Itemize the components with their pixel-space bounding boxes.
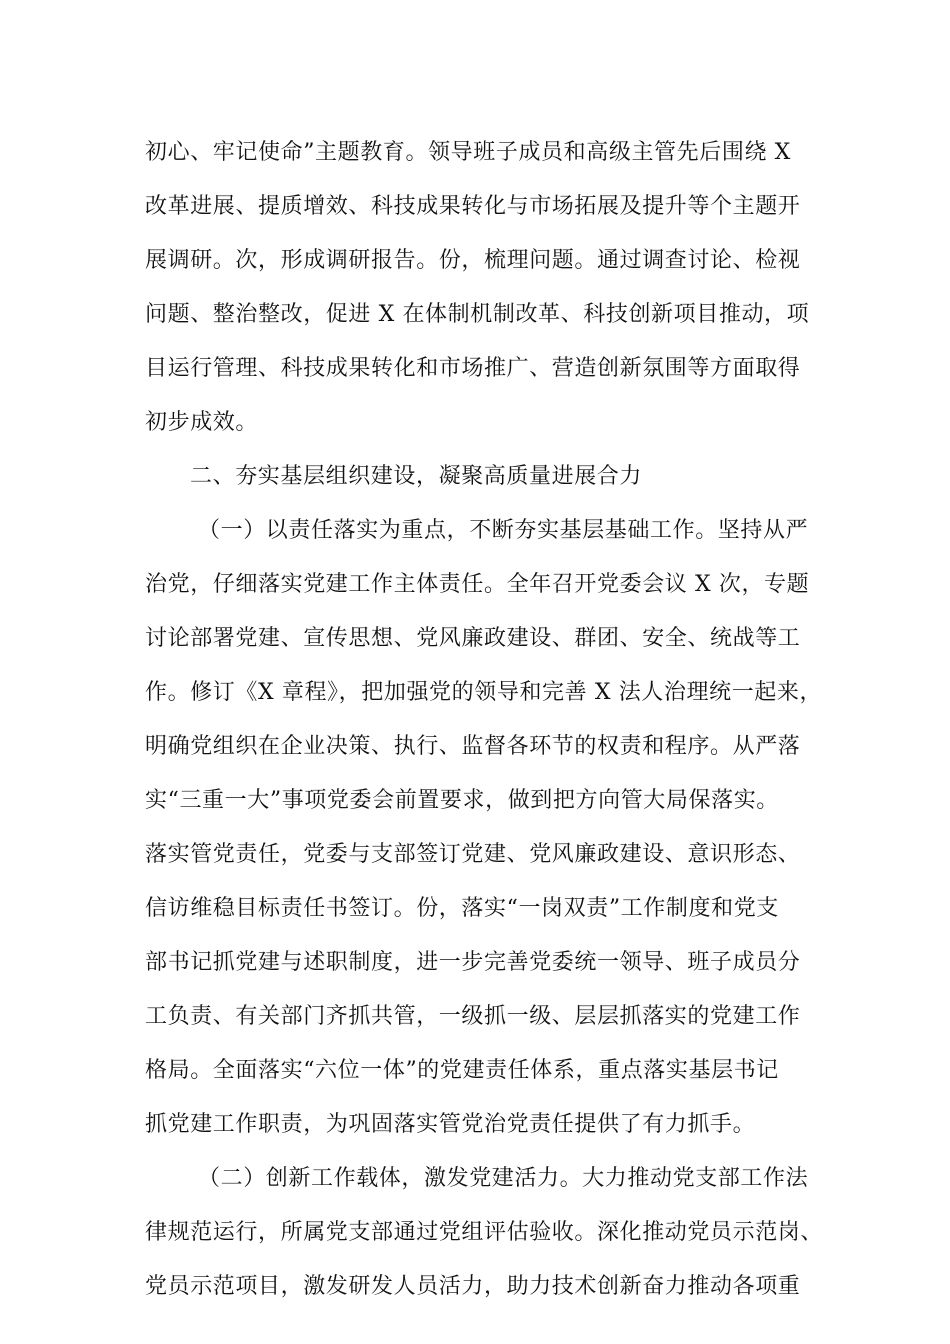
text-line: 实“三重一大”事项党委会前置要求，做到把方向管大局保落实。 (145, 788, 779, 813)
section-heading: 二、夯实基层组织建设，凝聚高质量进展合力 (190, 464, 643, 489)
text-line: 作。修订《X 章程》，把加强党的领导和完善 X 法人治理统一起来， (145, 680, 823, 705)
text-line: 展调研。次，形成调研报告。份，梳理问题。通过调查讨论、检视 (145, 248, 801, 273)
text-line: 信访维稳目标责任书签订。份，落实“一岗双责”工作制度和党支 (145, 896, 779, 921)
text-line: 部书记抓党建与述职制度，进一步完善党委统一领导、班子成员分 (145, 950, 801, 975)
text-line: 党员示范项目，激发研发人员活力，助力技术创新奋力推动各项重 (145, 1274, 801, 1299)
text-line: 改革进展、提质增效、科技成果转化与市场拓展及提升等个主题开 (145, 194, 801, 219)
text-line: 律规范运行，所属党支部通过党组评估验收。深化推动党员示范岗、 (145, 1220, 824, 1245)
text-line: 工负责、有关部门齐抓共管，一级抓一级、层层抓落实的党建工作 (145, 1004, 801, 1029)
text-line: 讨论部署党建、宣传思想、党风廉政建设、群团、安全、统战等工 (145, 626, 801, 651)
text-line: 明确党组织在企业决策、执行、监督各环节的权责和程序。从严落 (145, 734, 801, 759)
text-line: （二）创新工作载体，激发党建活力。大力推动党支部工作法 (198, 1166, 809, 1191)
text-line: 抓党建工作职责，为巩固落实管党治党责任提供了有力抓手。 (145, 1112, 756, 1137)
text-line: 目运行管理、科技成果转化和市场推广、营造创新氛围等方面取得 (145, 356, 801, 381)
text-line: 问题、整治整改，促进 X 在体制机制改革、科技创新项目推动，项 (145, 302, 810, 327)
text-line: 治党，仔细落实党建工作主体责任。全年召开党委会议 X 次，专题 (145, 572, 810, 597)
text-line: 初步成效。 (145, 410, 259, 435)
text-line: 落实管党责任，党委与支部签订党建、党风廉政建设、意识形态、 (145, 842, 801, 867)
text-line: （一）以责任落实为重点，不断夯实基层基础工作。坚持从严 (198, 518, 809, 543)
text-line: 格局。全面落实“六位一体”的党建责任体系，重点落实基层书记 (145, 1058, 779, 1083)
text-line: 初心、牢记使命”主题教育。领导班子成员和高级主管先后围绕 X (145, 140, 791, 165)
